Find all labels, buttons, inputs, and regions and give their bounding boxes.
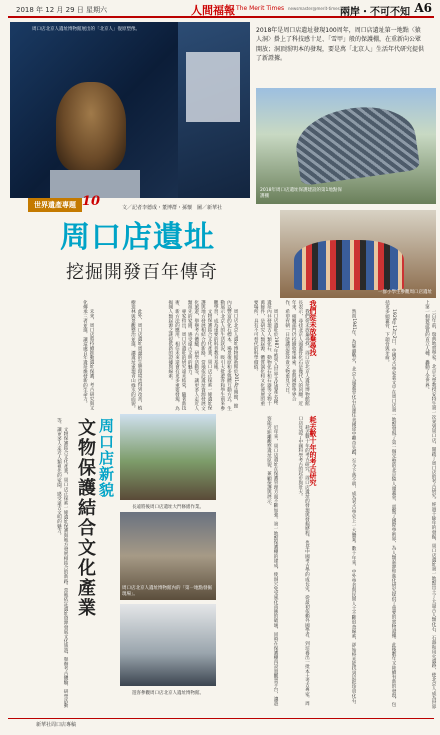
issue-date: 2018 年 12 月 29 日 星期六 bbox=[16, 6, 107, 14]
article-column: 周口店北京人遺址博物館新館於2014年開館，館內以豐富的化石標本、場景復原和多媒體互動方式，生動展示北京人的生活狀況，吸引大批遊客和學生前來參觀學習，成為重要的科普教育基地。 bbox=[213, 300, 238, 411]
article-column: 我們從未放棄尋找 我們從未放棄尋找。周口店北京人遺址博物館館長表示，尋找北京人頭蓋骨化石是幾代人的夙願。近年來，相關部門仍持續收集線索，並與國際學界合作，希望有朝一日能讓這批珍貴文物重見天日。 bbox=[284, 300, 317, 406]
byline: 文／記者李德成・董博群・孫懷 圖／新華社 bbox=[122, 205, 223, 211]
photo-caption: 周口店北京人遺址博物館展出的「北京人」復原塑像。 bbox=[32, 27, 140, 32]
headline: 周口店遺址 bbox=[60, 220, 215, 255]
article-column: 一百年前，瑞典地質學家、北京大學教授安特生第一次來到周口店，開啟了周口店的考古研究。經過十餘年的發掘，周口店遺址第一地點出土了大量古人類化石、石器和用火遺跡，使北京人成為世界上第一個被證實的直立人種，轟動了全世界。 bbox=[424, 300, 436, 710]
student-group bbox=[294, 240, 404, 290]
series-number: 10 bbox=[81, 194, 100, 209]
photo-caption: 2018年周口店遺址保護建設的第1地點保護棚 bbox=[260, 188, 342, 199]
article-column: 然而1941年，為躲避戰火，北京人頭蓋骨化石在運往美國途中離奇失蹤，至今下落不明，成為考古學史上一大懸案。數十年來，中外學者與民間人士不斷追查線索，卻始終未能找到這批珍貴化石。 bbox=[351, 309, 356, 708]
newspaper-logo-english: The Merit Times bbox=[236, 5, 285, 12]
excavation-site-photo bbox=[120, 512, 216, 600]
page-header bbox=[8, 1, 434, 18]
article-column: 專家指出，周口店遺址的研究遠未結束，隨著新技術、新方法的應用，相信未來還會有更多重要發現，為揭開人類起源之謎提供新的證據與線索。 bbox=[167, 300, 186, 411]
section-subheadline: 文物保護結合文化產業 bbox=[75, 418, 96, 618]
photo-caption: 長遠將後周口店遺址大門修繕作業。 bbox=[132, 505, 204, 510]
museum-interior-photo bbox=[178, 22, 250, 198]
site-entrance-photo bbox=[120, 414, 216, 510]
article-column: 近年來，周口店遺址在保護管理方面不斷加強。第一地點保護棚的建成，使洞穴免受風化雨蝕的破壞，同時在保護棚內設置觀景平台，讓遊客能近距離觀察遺址原貌，兼顧保護與展示。 bbox=[266, 416, 278, 706]
photo-caption: 周口店北京人遺址博物館內的「第一地點發掘現場」。 bbox=[122, 586, 212, 597]
photo-caption: 一群小學生參觀周口店遺址 bbox=[378, 290, 432, 295]
newspaper-logo: 人間福報 bbox=[191, 4, 235, 17]
page-footer bbox=[8, 718, 434, 730]
students-visit-photo bbox=[280, 210, 436, 298]
article-column: 未來，周口店將持續推動遺址保護、考古研究與文化傳承三者並進，讓這處百年遺址煥發新的生命力。 bbox=[82, 300, 94, 411]
section-headline: 周口店新貌 bbox=[97, 418, 115, 498]
article-column: 此外，周口店遺址周邊的生態環境也得到改善，植樹造林與景觀整治並進，讓遺址重現青山綠水的面貌。 bbox=[130, 300, 142, 411]
newsroom-email: newsmaster@merit-times.com.tw bbox=[288, 6, 356, 11]
museum-display bbox=[186, 52, 240, 122]
article-column: 文物保護結合文化產業，周口店正探索一條遺址保護與地方發展相結合的新路。當地依託遺址資源發展文化旅遊，舉辦考古體驗、研學活動等，讓更多人走近人類祖先的家園，感受遠古文明的魅力。 bbox=[56, 418, 68, 708]
page-number: A6 bbox=[414, 1, 432, 15]
article-column: 周口店遺址於1987年被列入世界文化遺產名錄。遺址內共發現古人類化石、動物化石和石器等文物十萬餘件，是研究人類起源、體質演化和文化發展的重要場所，具有不可替代的科學價值。 bbox=[253, 300, 278, 409]
intro-paragraph: 2018年是周口店遺址發現100周年，周口店遺址第一地點〈猿人洞〉掛上了科技感十足、「雪甲」般的保護棚，在重新向公眾開放；洞頂照明本的發現，要是萬「北京人」生活年代研究提供了新證據。 bbox=[256, 27, 425, 63]
protection-shed-photo bbox=[256, 88, 436, 204]
museum-visitors-photo bbox=[120, 604, 216, 696]
bust-figure bbox=[56, 82, 126, 172]
peking-man-bust-photo bbox=[10, 22, 178, 198]
photo-caption: 遊客參觀周口店北京人遺址博物館。 bbox=[132, 691, 204, 696]
footer-text: 新華社周口店專稿 bbox=[36, 722, 77, 728]
article-column: 文物保護結合文化產業，周口店正探索一條遺址保護與地方發展相結合的新路。當地依託遺址資源發展文化旅遊，舉辦考古體驗、研學活動等，讓更多人走近人類祖先的家園，感受遠古文明的魅力。 bbox=[187, 300, 212, 411]
article-column: 1929年12月2日，中國考古學家裴文中在周口店第一地點發現了第一個完整的北京猿人頭蓋骨，震驚了國際學術界，為人類起源和進化研究提供了重要的實物證據。此後數年又陸續有新的發現，包括更多頭蓋骨、下頜骨與牙齒。 bbox=[384, 300, 396, 707]
subhead: 耗去數十年的考古研究 bbox=[309, 416, 317, 486]
subhead: 我們從未放棄尋找 bbox=[309, 300, 317, 356]
subheadline: 挖掘開發百年傳奇 bbox=[66, 262, 218, 283]
series-label: 世界遺產專題 bbox=[34, 201, 76, 209]
section-name: 兩岸・不可不知 bbox=[340, 7, 410, 18]
series-badge bbox=[28, 194, 100, 212]
protection-shed-dome bbox=[292, 100, 421, 186]
article-column: 耗去數十年的考古研究 耗去數十年的考古研究，周口店遺址的發現與發掘歷程，也是中國考古學的成長史。從最初依賴外國學者，到培養出一批本土考古專家，周口店見證了中國科學考古的起步與壯大。 bbox=[297, 416, 317, 706]
